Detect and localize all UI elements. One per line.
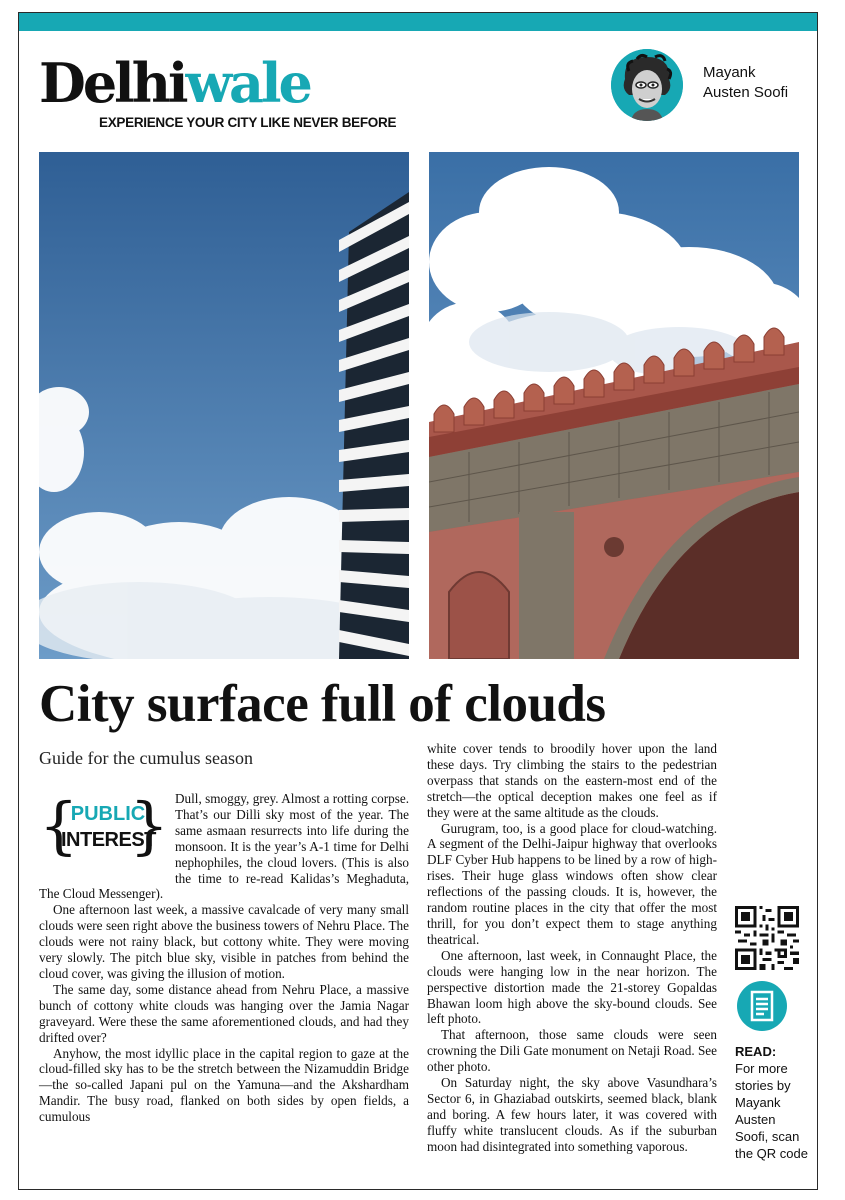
author-byline: [611, 49, 811, 129]
paragraph: Anyhow, the most idyllic place in the capital region to gaze at the cloud-filled sky has to be the stretch between the Nizamuddin Bridge—the so-called Japani pul on the Yamuna—and the Akshardham Mandir. The busy road, flanked on both sides by open fields, a cumulous: [39, 1045, 409, 1125]
article-column-2: [427, 741, 717, 1155]
qr-code[interactable]: [735, 906, 799, 970]
paragraph: One afternoon, last week, in Connaught Place, the clouds were hanging low in the near horizon. The perspective distortion made the 21-storey Gopaldas Bhawan loom high above the sky-bound clouds. See left photo.: [427, 947, 717, 1027]
headline: City surface full of clouds: [39, 675, 606, 733]
section-badge: [39, 789, 171, 873]
badge-line1: PUBLIC: [70, 803, 146, 825]
photo-gate-clouds: [429, 152, 799, 659]
brand-part1: Delhi: [39, 51, 186, 115]
brand-part2: wale: [185, 51, 310, 115]
paragraph: On Saturday night, the sky above Vasundhara’s Sector 6, in Ghaziabad outskirts, seemed black, blank and boring. A few hours later, it was covered with fluffy white translucent clouds. As if the suburban moon had disintegrated into something vaporous.: [427, 1075, 717, 1154]
paragraph: Gurugram, too, is a good place for cloud-watching. A segment of the Delhi-Jaipur highway that overlooks DLF Cyber Hub happens to be lined by a row of high-rises. Their huge glass windows often show clear reflections of the passing clouds. It is, however, the random routine places in the city that offer the most thrill, for you don’t expect them to stage anything theatrical.: [427, 820, 717, 947]
read-more-note: [735, 1043, 809, 1162]
left-brace-icon: {: [39, 789, 79, 862]
masthead: [39, 53, 396, 130]
gate-clouds-image: [429, 152, 799, 659]
paragraph: white cover tends to broodily hover upon the land these days. Try climbing the stairs to the pedestrian overpass that stands on the eastern-most end of the stretch—the optical deception makes one feel as if they were at the same altitude as the clouds.: [427, 741, 717, 820]
right-brace-icon: }: [129, 789, 169, 862]
author-portrait-icon: [611, 49, 683, 121]
accent-bar: [19, 13, 817, 31]
tower-clouds-image: [39, 152, 409, 659]
author-name: [703, 63, 788, 103]
qr-code-icon: [735, 906, 799, 970]
badge-line2: INTEREST: [61, 829, 156, 851]
document-icon: [737, 981, 787, 1031]
read-text: For more stories by Mayank Austen Soofi, scan the QR code: [735, 1061, 808, 1161]
brand-logo: [39, 53, 396, 113]
paragraph: Dull, smoggy, grey. Almost a rotting corpse. That’s our Dilli sky most of the year. The same asmaan resurrects into life during the monsoon. It is the year’s A-1 time for Delhi nephophiles, the cloud lovers. (This is also the time to re-read Kalidas’s Meghaduta, The Cloud Messenger).: [39, 791, 409, 902]
paragraph: That afternoon, those same clouds were seen crowning the Dili Gate monument on Netaji Road. See other photo.: [427, 1027, 717, 1075]
tagline: EXPERIENCE YOUR CITY LIKE NEVER BEFORE: [99, 115, 397, 130]
avatar: [611, 49, 683, 121]
author-name-line2: Austen Soofi: [703, 84, 789, 101]
read-label: READ:: [735, 1044, 777, 1059]
newspaper-page: [18, 12, 818, 1190]
author-name-line1: Mayank: [703, 64, 756, 81]
read-icon: [737, 981, 787, 1031]
subhead: Guide for the cumulus season: [39, 748, 253, 768]
paragraph: One afternoon last week, a massive cavalcade of very many small clouds were seen right above the business towers of Nehru Place. The clouds were not rainy black, but cottony white. They were moving very slowly. The pitch blue sky, visible in patches from behind the cloud cover, was giving the illusion of motion.: [39, 902, 409, 981]
article-column-1: [39, 791, 409, 1125]
paragraph: The same day, some distance ahead from Nehru Place, a massive bunch of cottony white clouds was hanging over the Jamia Nagar graveyard. Were these the same aforementioned clouds, and had they drifted over?: [39, 981, 409, 1045]
photo-tower-clouds: [39, 152, 409, 659]
